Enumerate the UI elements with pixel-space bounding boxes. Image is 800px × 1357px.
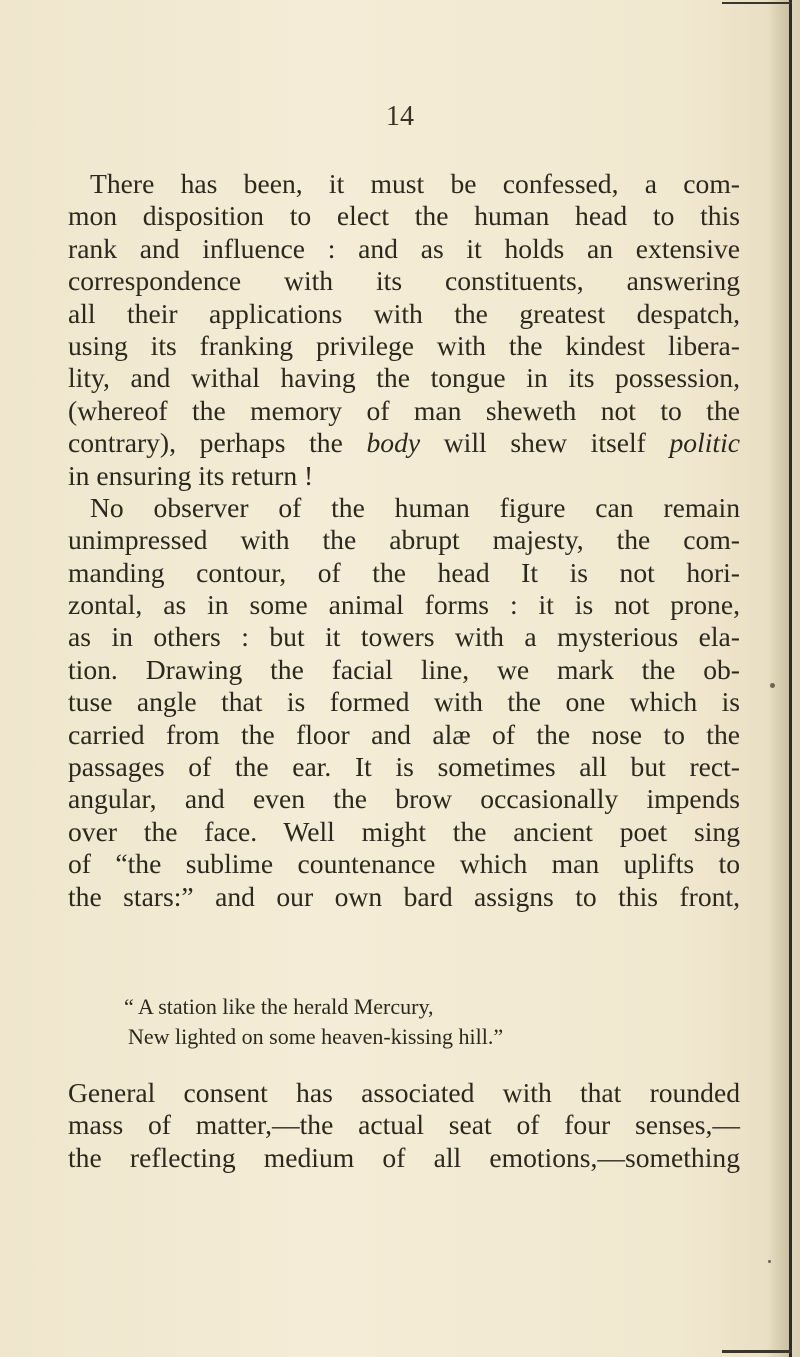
verse-line: “ A station like the herald Mercury, [124, 994, 434, 1019]
text-line: the stars:” and our own bard assigns to this front, [68, 880, 740, 912]
paragraph-3 [68, 1077, 740, 1174]
text-line: carried from the floor and alæ of the nose to the [68, 718, 740, 750]
text-line: mon disposition to elect the human head to this [68, 200, 740, 232]
italic-word-body: body [366, 427, 421, 459]
verse-line: New lighted on some heaven-kissing hill.” [128, 1024, 504, 1049]
text-line: of “the sublime countenance which man uplifts to [68, 848, 740, 880]
text-line: the reflecting medium of all emotions,—something [68, 1141, 740, 1173]
page-edge-bottom-mark [722, 1350, 792, 1353]
paper-speck [768, 1260, 771, 1263]
text-line: passages of the ear. It is sometimes all but rect- [68, 751, 740, 783]
text-line: as in others : but it towers with a mysterious ela- [68, 621, 740, 653]
text-line: over the face. Well might the ancient poet sing [68, 815, 740, 847]
text-line: tuse angle that is formed with the one which is [68, 686, 740, 718]
text-line: angular, and even the brow occasionally impends [68, 783, 740, 815]
text-line: manding contour, of the head It is not hori- [68, 556, 740, 588]
text-line: all their applications with the greatest despatch, [68, 297, 740, 329]
text-line [68, 427, 740, 459]
text-line: correspondence with its constituents, answering [68, 265, 740, 297]
text-line: rank and influence : and as it holds an extensive [68, 232, 740, 264]
text-line: There has been, it must be confessed, a com- [90, 168, 740, 199]
text-run: contrary), perhaps the [68, 427, 343, 459]
text-line: (whereof the memory of man sheweth not to the [68, 394, 740, 426]
italic-word-politic: politic [669, 427, 740, 459]
paragraph-1 [68, 168, 740, 913]
text-run: will shew itself [443, 427, 646, 459]
text-line: tion. Drawing the facial line, we mark the ob- [68, 653, 740, 685]
paper-speck [770, 683, 775, 688]
page-edge-top-mark [722, 2, 792, 4]
verse-quotation [124, 992, 764, 1052]
text-line: zontal, as in some animal forms : it is not prone, [68, 589, 740, 621]
text-line: General consent has associated with that rounded [68, 1077, 740, 1108]
text-line: in ensuring its return ! [68, 459, 314, 491]
text-line: using its franking privilege with the kindest libera- [68, 329, 740, 361]
text-line: No observer of the human figure can remain [90, 491, 740, 523]
page-edge-line [789, 0, 792, 1357]
text-line: lity, and withal having the tongue in its possession, [68, 362, 740, 394]
page-number: 14 [386, 101, 414, 132]
page-edge-shadow [767, 0, 789, 1357]
text-line: unimpressed with the abrupt majesty, the com- [68, 524, 740, 556]
text-line: mass of matter,—the actual seat of four senses,— [68, 1109, 740, 1141]
